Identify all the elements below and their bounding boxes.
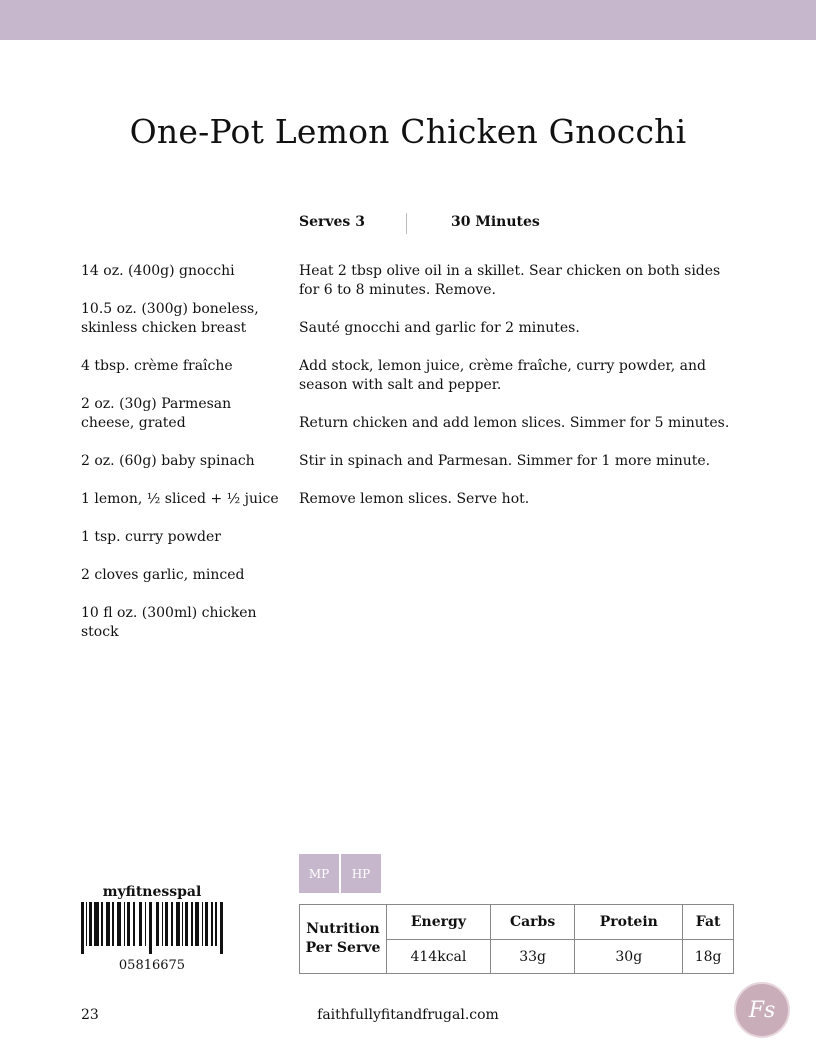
barcode-icon [81,902,223,954]
ingredient-item: 2 cloves garlic, minced [81,567,245,583]
method-step: Sauté gnocchi and garlic for 2 minutes. [299,320,580,336]
page-number: 23 [81,1007,99,1023]
nutrition-header-protein: Protein [575,905,683,940]
ingredient-item: 10.5 oz. (300g) boneless, skinless chicken breast [81,301,259,336]
nutrition-per-serve-label [300,905,387,974]
nutrition-value-energy: 414kcal [387,940,491,974]
recipe-title: One-Pot Lemon Chicken Gnocchi [129,112,687,151]
myfitnesspal-block [81,884,223,973]
website-link[interactable]: faithfullyfitandfrugal.com [317,1007,499,1023]
ingredient-list [81,262,286,661]
method-step: Add stock, lemon juice, crème fraîche, curry powder, and season with salt and pepper. [299,358,706,393]
ingredient-item: 2 oz. (30g) Parmesan cheese, grated [81,396,232,431]
ingredient-item: 4 tbsp. crème fraîche [81,358,233,374]
mp-tag: MP [299,854,339,893]
meta-divider [406,213,407,234]
nutrition-header-carbs: Carbs [490,905,574,940]
logo-monogram: Fs [748,997,776,1023]
myfitnesspal-label: myfitnesspal [102,884,202,900]
ingredient-item: 14 oz. (400g) gnocchi [81,263,235,279]
header-bar [0,0,816,40]
meal-plan-tags [299,854,381,893]
nutrition-header-fat: Fat [683,905,734,940]
method-step: Return chicken and add lemon slices. Simmer for 5 minutes. [299,415,730,431]
method-steps [299,262,735,528]
nutrition-value-protein: 30g [575,940,683,974]
time-label: 30 Minutes [451,214,540,230]
brand-logo-icon [734,982,790,1038]
barcode-number: 05816675 [118,958,186,973]
nutrition-label-line1: Nutrition [306,921,380,937]
method-step: Heat 2 tbsp olive oil in a skillet. Sear chicken on both sides for 6 to 8 minutes. Remove. [299,263,721,298]
nutrition-label-line2: Per Serve [305,940,381,956]
nutrition-value-fat: 18g [683,940,734,974]
serves-label: Serves 3 [299,214,365,230]
ingredient-item: 1 lemon, ½ sliced + ½ juice [81,491,279,507]
method-step: Remove lemon slices. Serve hot. [299,491,530,507]
nutrition-value-carbs: 33g [490,940,574,974]
nutrition-header-energy: Energy [387,905,491,940]
ingredient-item: 1 tsp. curry powder [81,529,221,545]
method-step: Stir in spinach and Parmesan. Simmer for 1 more minute. [299,453,711,469]
hp-tag: HP [341,854,381,893]
ingredient-item: 2 oz. (60g) baby spinach [81,453,255,469]
nutrition-table [299,904,734,974]
ingredient-item: 10 fl oz. (300ml) chicken stock [81,605,257,640]
nutrition-header-row [300,905,734,940]
